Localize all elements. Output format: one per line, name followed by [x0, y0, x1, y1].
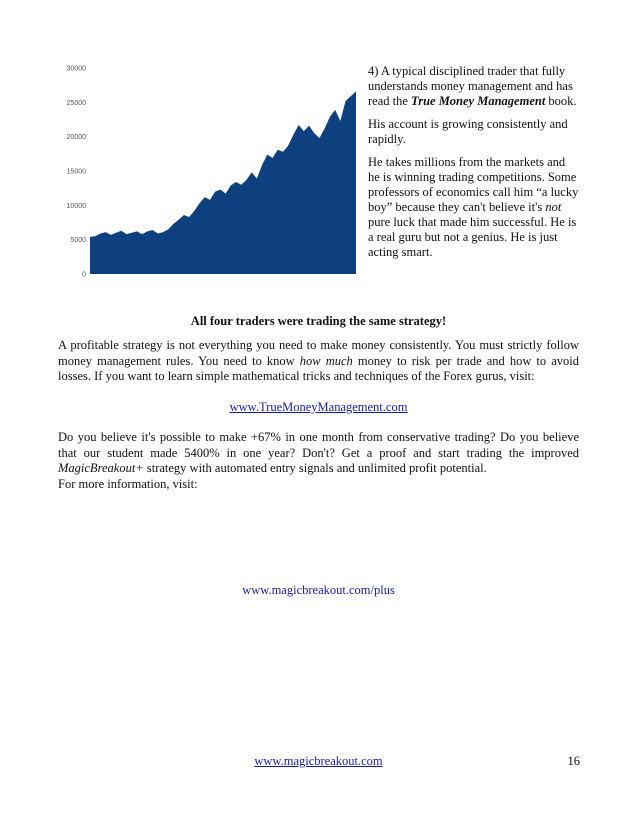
trader-success: He takes millions from the markets and he is winning trading competitions. Some professors of economics call him “a lucky boy” because they can't believe it's not pure luck that made him successful. He is a real guru but not a genius. He is just acting smart. [368, 155, 579, 259]
section-heading: All four traders were trading the same strategy! [190, 314, 447, 328]
trader-description [368, 64, 580, 260]
magicbreakout-plus-link[interactable]: www.magicbreakout.com/plus [242, 583, 395, 597]
magicbreakout-paragraph: Do you believe it's possible to make +67% in one month from conservative trading? Do you believe that our student made 5400% in one year? Don't? Get a proof and start trading the improved MagicBreakout+ strategy with automated entry signals and unlimited profit potential. For more information, visit: [58, 430, 579, 491]
equity-chart [56, 60, 360, 288]
y-tick-label: 0 [82, 271, 86, 279]
page-number: 16 [567, 754, 580, 768]
true-money-management-link[interactable]: www.TrueMoneyManagement.com [229, 400, 408, 414]
trader-intro: 4) A typical disciplined trader that fully understands money management and has read the True Money Management book. [368, 64, 577, 108]
y-tick-label: 10000 [66, 202, 86, 210]
equity-area [90, 91, 356, 274]
y-axis [67, 66, 87, 279]
y-tick-label: 30000 [66, 65, 86, 73]
trader-growth: His account is growing consistently and rapidly. [368, 117, 568, 146]
money-management-paragraph: A profitable strategy is not everything you need to make money consistently. You must strictly follow money management rules. You need to know how much money to risk per trade and how to avoid losses. If you want to learn simple mathematical tricks and techniques of the Forex gurus, visit: [58, 338, 579, 383]
y-tick-label: 5000 [70, 237, 86, 245]
y-tick-label: 25000 [66, 99, 86, 107]
y-tick-label: 15000 [66, 168, 86, 176]
footer-link[interactable]: www.magicbreakout.com [254, 754, 383, 768]
book-title: True Money Management [411, 94, 546, 108]
y-tick-label: 20000 [66, 134, 86, 142]
